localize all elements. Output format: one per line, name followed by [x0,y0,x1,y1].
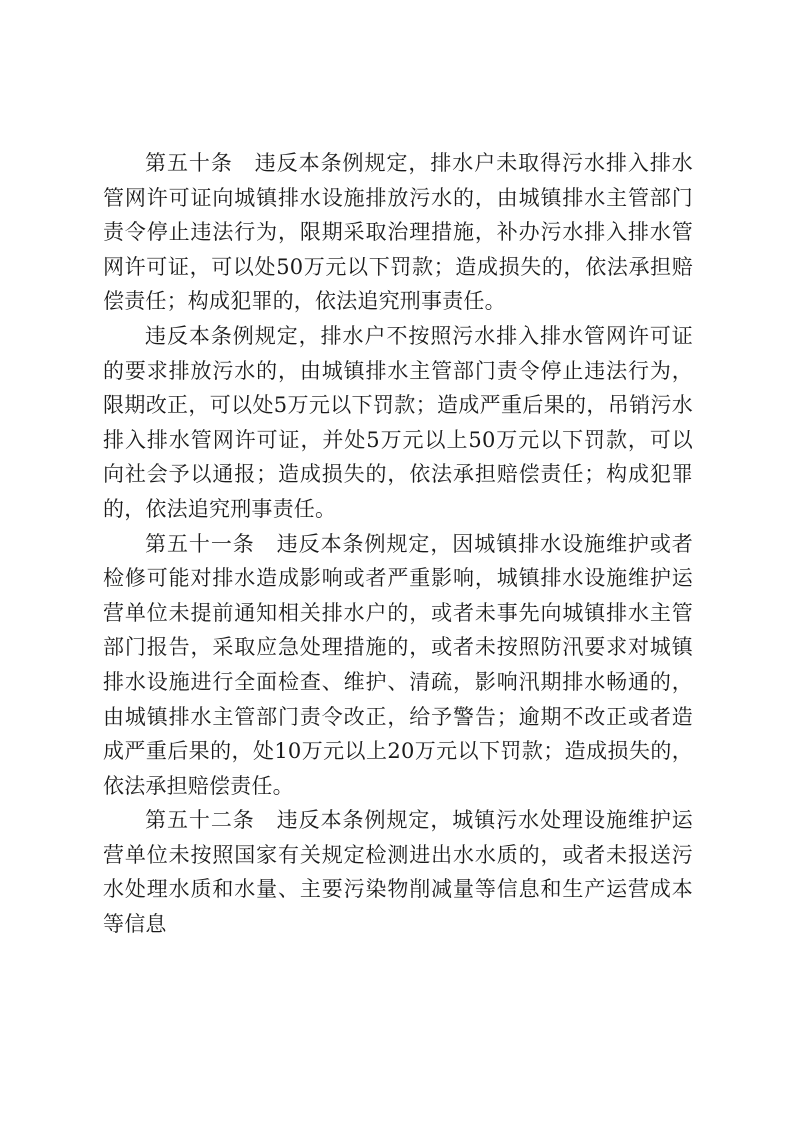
article-52-paragraph: 第五十二条 违反本条例规定，城镇污水处理设施维护运营单位未按照国家有关规定检测进出水水质的，或者未报送污水处理水质和水量、主要污染物削减量等信息和生产运营成本等信息 [103,808,693,937]
article-51-paragraph: 第五十一条 违反本条例规定，因城镇排水设施维护或者检修可能对排水造成影响或者严重影响，城镇排水设施维护运营单位未提前通知相关排水户的，或者未事先向城镇排水主管部门报告，采取应急处理措施的，或者未按照防汛要求对城镇排水设施进行全面检查、维护、清疏，影响汛期排水畅通的，由城镇排水主管部门责令改正，给予警告；逾期不改正或者造成严重后果的，处10万元以上20万元以下罚款；造成损失的，依法承担赔偿责任。 [103,531,693,798]
document-body [103,146,693,942]
article-50-paragraph: 第五十条 违反本条例规定，排水户未取得污水排入排水管网许可证向城镇排水设施排放污水的，由城镇排水主管部门责令停止违法行为，限期采取治理措施，补办污水排入排水管网许可证，可以处50万元以下罚款；造成损失的，依法承担赔偿责任；构成犯罪的，依法追究刑事责任。 [103,151,693,314]
article-50-second-paragraph: 违反本条例规定，排水户不按照污水排入排水管网许可证的要求排放污水的，由城镇排水主管部门责令停止违法行为，限期改正，可以处5万元以下罚款；造成严重后果的，吊销污水排入排水管网许可证，并处5万元以上50万元以下罚款，可以向社会予以通报；造成损失的，依法承担赔偿责任；构成犯罪的，依法追究刑事责任。 [103,323,693,521]
